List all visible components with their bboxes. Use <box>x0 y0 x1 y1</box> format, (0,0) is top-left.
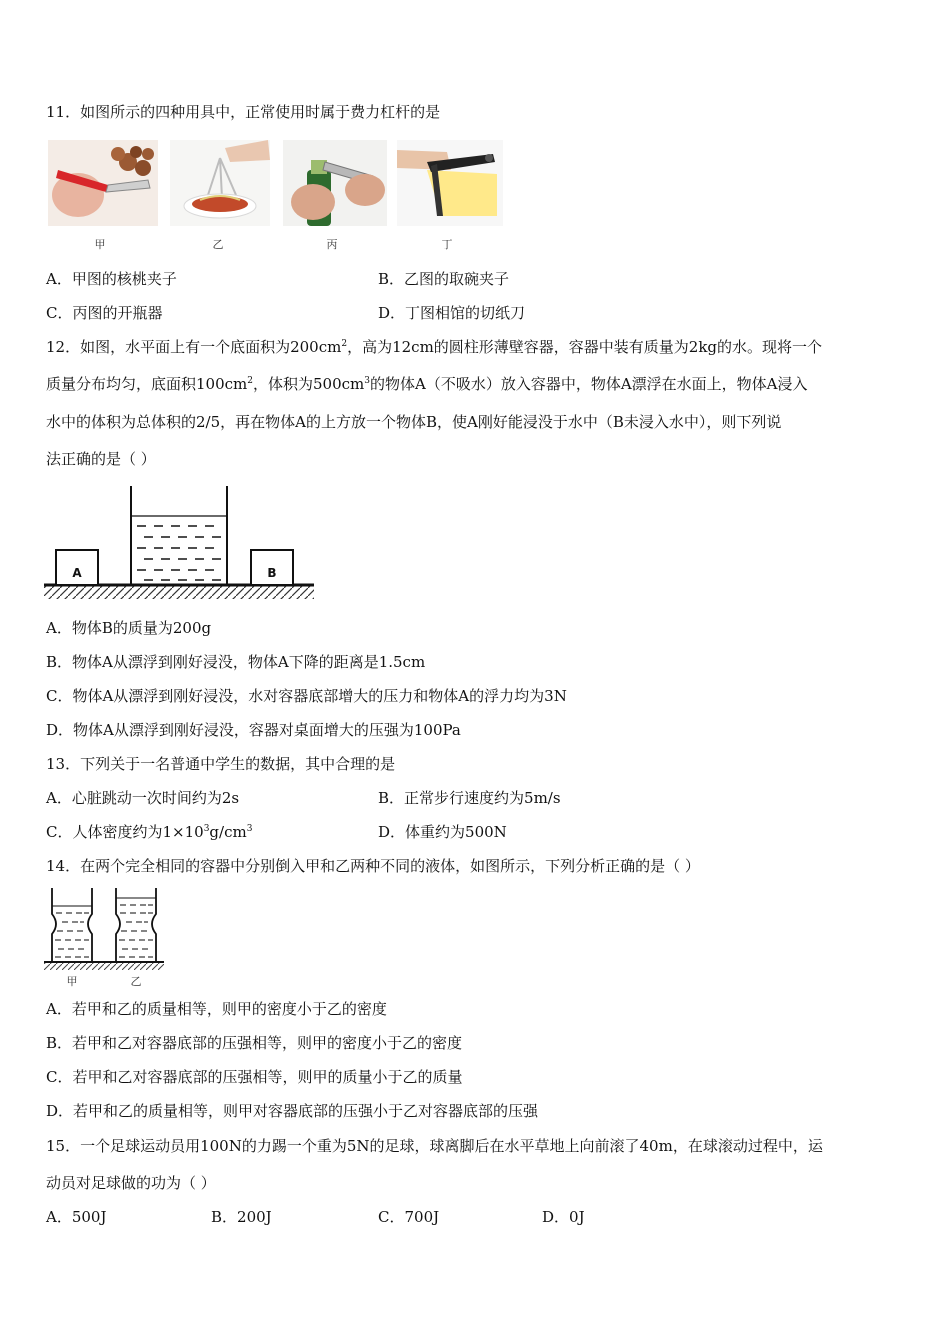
q12-option-c[interactable]: C．物体A从漂浮到刚好浸没，水对容器底部增大的压力和物体A的浮力均为3N <box>46 687 567 705</box>
q11-caption-jia: 甲 <box>94 238 106 251</box>
q11-image-yi <box>170 140 270 226</box>
q12-option-b[interactable]: B．物体A从漂浮到刚好浸没，物体A下降的距离是1.5cm <box>46 653 426 671</box>
q11-image-jia <box>48 140 158 226</box>
q11-stem: 11．如图所示的四种用具中，正常使用时属于费力杠杆的是 <box>46 103 441 121</box>
q11-caption-yi: 乙 <box>212 238 224 251</box>
q15-stem-line2: 动员对足球做的功为（ ） <box>46 1174 216 1192</box>
q12-stem-line1: 12．如图，水平面上有一个底面积为$200cm^2$，高为12cm的圆柱形薄壁容器，容器中装有质量为2kg的水。现将一个 <box>46 338 823 356</box>
q11-option-c[interactable]: C．丙图的开瓶器 <box>46 304 163 322</box>
q15-option-c[interactable]: C．700J <box>378 1208 440 1226</box>
q12-block-b-label: B <box>267 566 277 580</box>
q15-option-a[interactable]: A．500J <box>46 1208 107 1226</box>
q11-option-a[interactable]: A．甲图的核桃夹子 <box>46 270 177 288</box>
q14-option-d[interactable]: D．若甲和乙的质量相等，则甲对容器底部的压强小于乙对容器底部的压强 <box>46 1102 539 1120</box>
q11-option-b[interactable]: B．乙图的取碗夹子 <box>378 270 510 288</box>
q14-option-c[interactable]: C．若甲和乙对容器底部的压强相等，则甲的质量小于乙的质量 <box>46 1068 463 1086</box>
q14-option-a[interactable]: A．若甲和乙的质量相等，则甲的密度小于乙的密度 <box>46 1000 387 1018</box>
q15-option-b[interactable]: B．200J <box>211 1208 272 1226</box>
q12-stem-line3: 水中的体积为总体积的2/5，再在物体A的上方放一个物体B，使A刚好能浸没于水中（B未浸入水中），则下列说 <box>46 413 782 431</box>
q13-option-c[interactable]: C．人体密度约为$1\times 10^3g/cm^3$ <box>46 823 253 841</box>
q12-block-a-label: A <box>72 566 82 580</box>
q14-option-b[interactable]: B．若甲和乙对容器底部的压强相等，则甲的密度小于乙的密度 <box>46 1034 463 1052</box>
q11-caption-ding: 丁 <box>441 238 453 251</box>
q14-caption-yi: 乙 <box>130 975 142 988</box>
q12-diagram <box>44 484 316 604</box>
q13-option-b[interactable]: B．正常步行速度约为5m/s <box>378 789 561 807</box>
q12-option-d[interactable]: D．物体A从漂浮到刚好浸没，容器对桌面增大的压强为100Pa <box>46 721 461 739</box>
q15-stem-line1: 15．一个足球运动员用100N的力踢一个重为5N的足球，球离脚后在水平草地上向前滚了40m，在球滚动过程中，运 <box>46 1137 823 1155</box>
q15-option-d[interactable]: D．0J <box>542 1208 585 1226</box>
q11-image-ding <box>397 140 503 226</box>
q14-stem: 14．在两个完全相同的容器中分别倒入甲和乙两种不同的液体，如图所示，下列分析正确的是（ ） <box>46 857 700 875</box>
q12-stem-line4: 法正确的是（ ） <box>46 450 156 468</box>
q11-caption-bing: 丙 <box>326 238 338 251</box>
q13-option-a[interactable]: A．心脏跳动一次时间约为2s <box>46 789 240 807</box>
q12-option-a[interactable]: A．物体B的质量为200g <box>46 619 212 637</box>
q11-option-d[interactable]: D．丁图相馆的切纸刀 <box>378 304 526 322</box>
q13-stem: 13．下列关于一名普通中学生的数据，其中合理的是 <box>46 755 396 773</box>
q11-image-bing <box>283 140 387 226</box>
q14-caption-jia: 甲 <box>66 975 78 988</box>
q13-option-d[interactable]: D．体重约为500N <box>378 823 507 841</box>
q12-stem-line2: 质量分布均匀，底面积$100cm^2$，体积为$500cm^3$的物体A（不吸水）放入容器中，物体A漂浮在水面上，物体A浸入 <box>46 375 808 393</box>
q14-diagram <box>44 886 166 972</box>
